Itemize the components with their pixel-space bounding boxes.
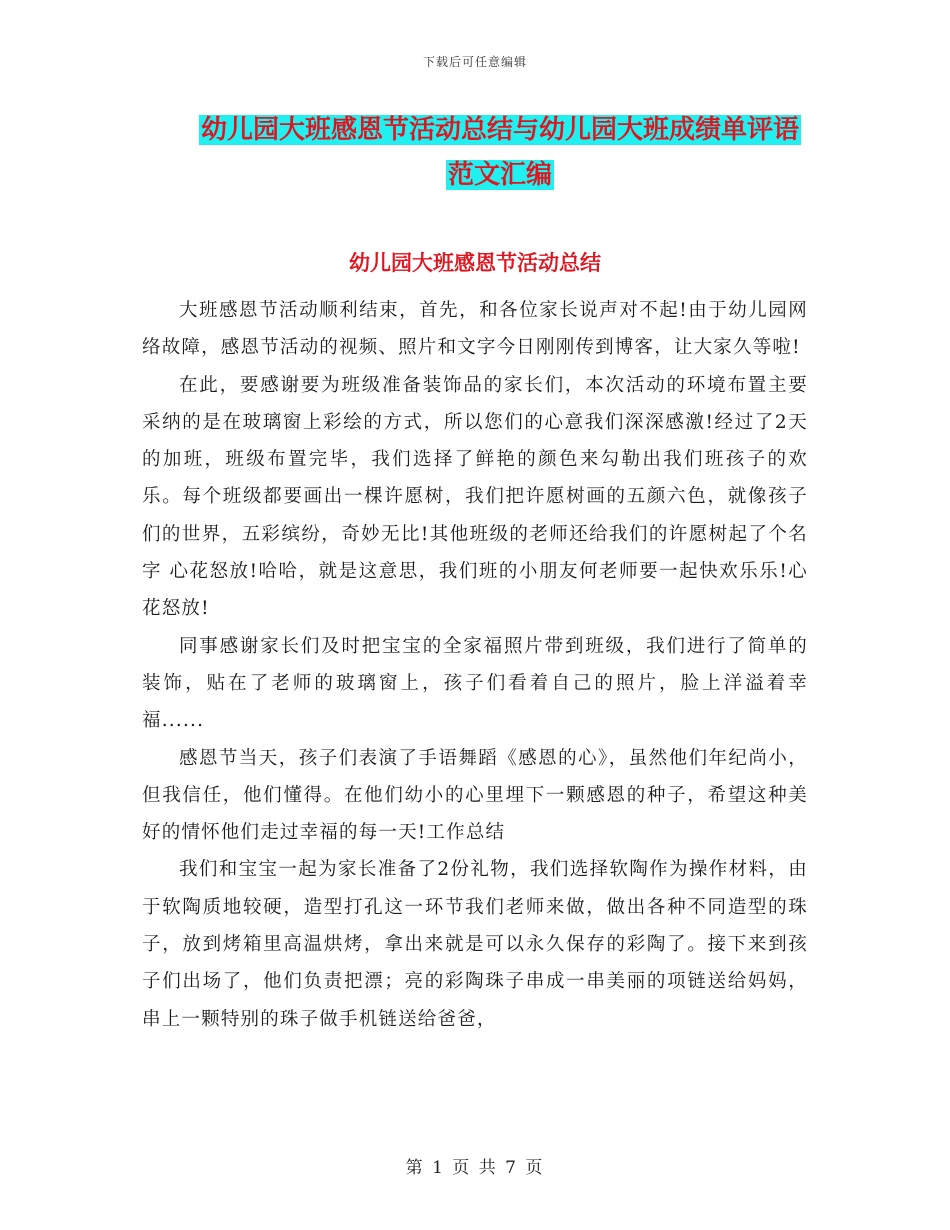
paragraph: 感恩节当天，孩子们表演了手语舞蹈《感恩的心》，虽然他们年纪尚小，但我信任，他们懂得。在他们幼小的心里埋下一颗感恩的种子，希望这种美好的情怀他们走过幸福的每一天!工作总结 xyxy=(142,747,808,844)
document-title-line-1 xyxy=(140,110,860,150)
header-note: 下载后可任意编辑 xyxy=(422,55,527,69)
document-title-line-2 xyxy=(140,155,860,195)
document-title-line-2-text: 范文汇编 xyxy=(447,160,552,190)
document-body xyxy=(142,292,808,1038)
section-title: 幼儿园大班感恩节活动总结 xyxy=(349,251,601,275)
document-title-line-1-text: 幼儿园大班感恩节活动总结与幼儿园大班成绩单评语 xyxy=(200,115,799,145)
paragraph: 在此，要感谢要为班级准备装饰品的家长们，本次活动的环境布置主要采纳的是在玻璃窗上彩绘的方式，所以您们的心意我们深深感激!经过了2天的加班，班级布置完毕，我们选择了鲜艳的颜色来勾勒出我们班孩子的欢乐。每个班级都要画出一棵许愿树，我们把许愿树画的五颜六色，就像孩子们的世界，五彩缤纷，奇妙无比!其他班级的老师还给我们的许愿树起了个名字 心花怒放!哈哈，就是这意思，我们班的小朋友何老师要一起快欢乐乐!心花怒放! xyxy=(142,374,808,620)
paragraph: 大班感恩节活动顺利结束，首先，和各位家长说声对不起!由于幼儿园网络故障，感恩节活动的视频、照片和文字今日刚刚传到博客，让大家久等啦! xyxy=(142,300,808,359)
page-footer: 第 1 页 共 7 页 xyxy=(405,1158,545,1178)
paragraph: 同事感谢家长们及时把宝宝的全家福照片带到班级，我们进行了简单的装饰，贴在了老师的玻璃窗上，孩子们看着自己的照片，脸上洋溢着幸福...... xyxy=(142,635,808,732)
paragraph: 我们和宝宝一起为家长准备了2份礼物，我们选择软陶作为操作材料，由于软陶质地较硬，造型打孔这一环节我们老师来做，做出各种不同造型的珠子，放到烤箱里高温烘烤，拿出来就是可以永久保存的彩陶了。接下来到孩子们出场了，他们负责把漂；亮的彩陶珠子串成一串美丽的项链送给妈妈，串上一颗特别的珠子做手机链送给爸爸， xyxy=(142,859,808,1030)
